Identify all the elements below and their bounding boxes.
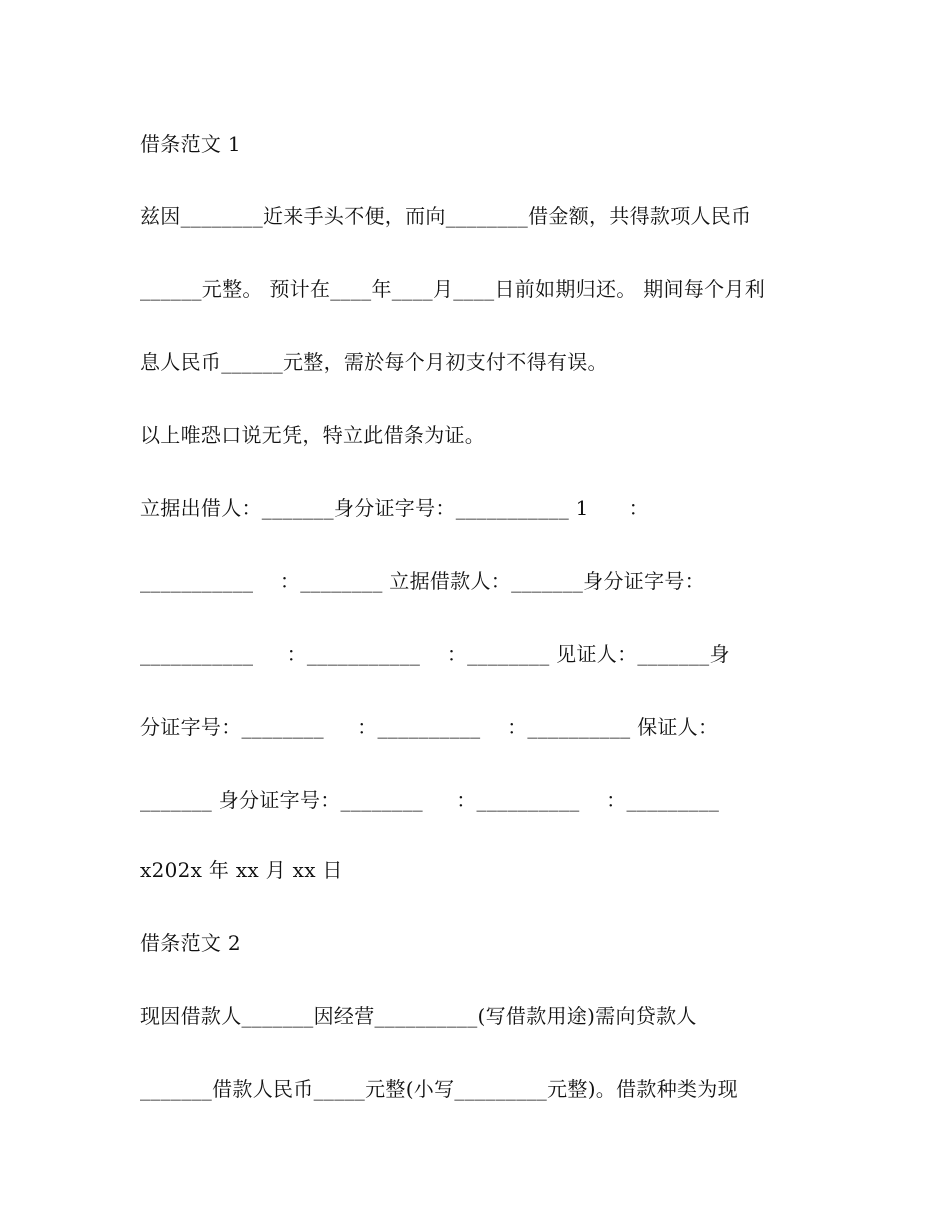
body-line: 以上唯恐口说无凭，特立此借条为证。	[140, 423, 486, 447]
body-line: 息人民币______元整，需於每个月初支付不得有误。	[140, 350, 608, 374]
heading-sample-2: 借条范文 2	[140, 931, 241, 955]
body-line: 现因借款人_______因经营__________(写借款用途)需向贷款人	[140, 1004, 697, 1028]
signature-line: 分证字号：________ ：__________ ：__________ 保证人：	[140, 715, 719, 739]
signature-line: ___________ ：___________ ：________ 见证人：_______身	[140, 642, 730, 666]
body-line: ______元整。 预计在____年____月____日前如期归还。 期间每个月利	[140, 277, 766, 301]
heading-sample-1: 借条范文 1	[140, 132, 241, 156]
body-line: 兹因________近来手头不便，而向________借金额，共得款项人民币	[140, 204, 752, 228]
date-line: x202x 年 xx 月 xx 日	[140, 858, 343, 882]
signature-line: _______ 身分证字号：________ ：__________ ：_________	[140, 788, 720, 812]
signature-line: 立据出借人：_______身分证字号：___________ 1 ：	[140, 496, 649, 520]
body-line: _______借款人民币_____元整(小写_________元整)。借款种类为现	[140, 1077, 738, 1101]
signature-line: ___________ ：________ 立据借款人：_______身分证字号：	[140, 569, 705, 593]
